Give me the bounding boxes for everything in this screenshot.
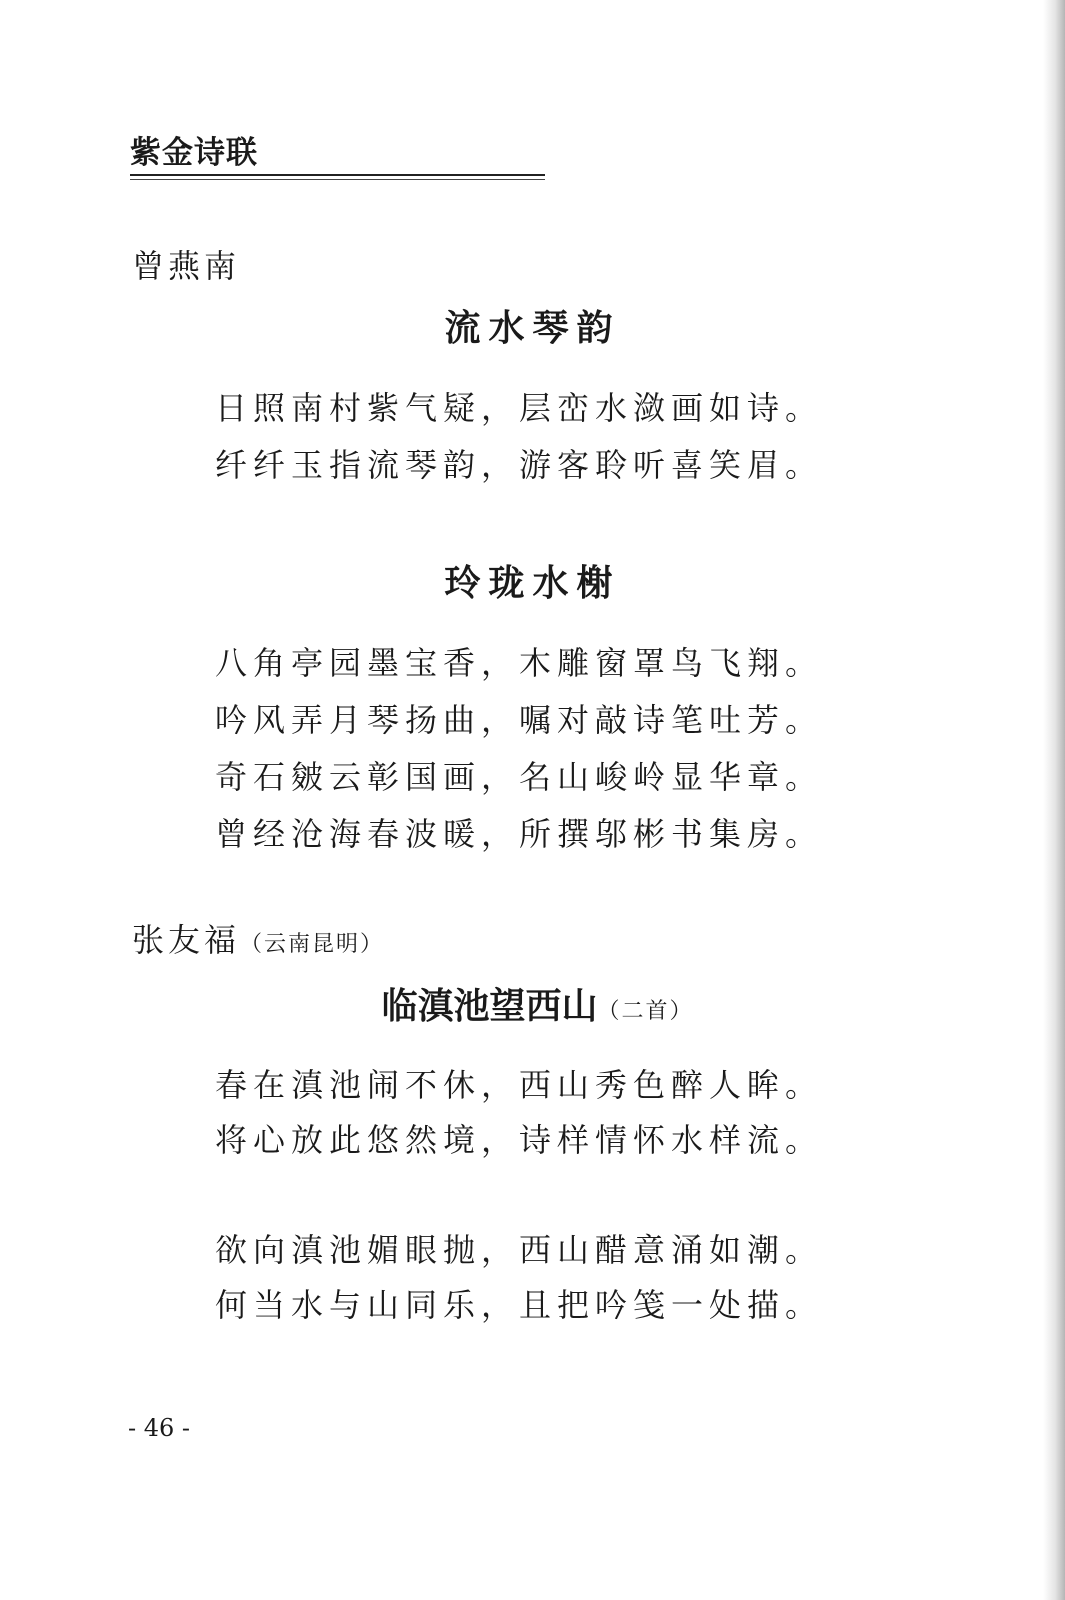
poem-title: 流水琴韵 bbox=[444, 307, 621, 349]
verse-line: 将心放此悠然境，诗样情怀水样流。 bbox=[215, 1121, 824, 1159]
page-number: - 46 - bbox=[128, 1414, 191, 1442]
running-head-rule bbox=[130, 174, 545, 176]
verse-line: 欲向滇池媚眼抛，西山醋意涌如潮。 bbox=[215, 1231, 824, 1269]
author-name-text: 曾燕南 bbox=[132, 247, 241, 285]
verse-line: 吟风弄月琴扬曲，嘱对敲诗笔吐芳。 bbox=[215, 701, 824, 739]
poem-title: 玲珑水榭 bbox=[444, 562, 621, 604]
poem-title bbox=[0, 984, 1045, 1034]
verse-line: 何当水与山同乐，且把吟笺一处描。 bbox=[215, 1286, 824, 1324]
author-name bbox=[132, 246, 240, 286]
poem-title-text: 临滇池望西山 bbox=[381, 985, 598, 1027]
page-edge-shadow bbox=[1043, 0, 1065, 1600]
author-place: （云南昆明） bbox=[240, 932, 385, 957]
author-name bbox=[132, 920, 384, 965]
running-head-rule-thin bbox=[130, 179, 545, 180]
verse-line: 八角亭园墨宝香，木雕窗罩鸟飞翔。 bbox=[215, 644, 824, 682]
running-head-title: 紫金诗联 bbox=[130, 135, 258, 171]
author-name-text: 张友福 bbox=[132, 921, 241, 959]
running-head bbox=[130, 134, 545, 180]
verse-line: 曾经沧海春波暖，所撰邬彬书集房。 bbox=[215, 815, 824, 853]
verse-line: 奇石皴云彰国画，名山峻岭显华章。 bbox=[215, 758, 824, 796]
verse-line: 纤纤玉指流琴韵，游客聆听喜笑眉。 bbox=[215, 446, 824, 484]
verse-line: 春在滇池闹不休，西山秀色醉人眸。 bbox=[215, 1066, 824, 1104]
verse-line: 日照南村紫气疑，层峦水潋画如诗。 bbox=[215, 389, 824, 427]
poem-title-note: （二首） bbox=[597, 999, 694, 1024]
